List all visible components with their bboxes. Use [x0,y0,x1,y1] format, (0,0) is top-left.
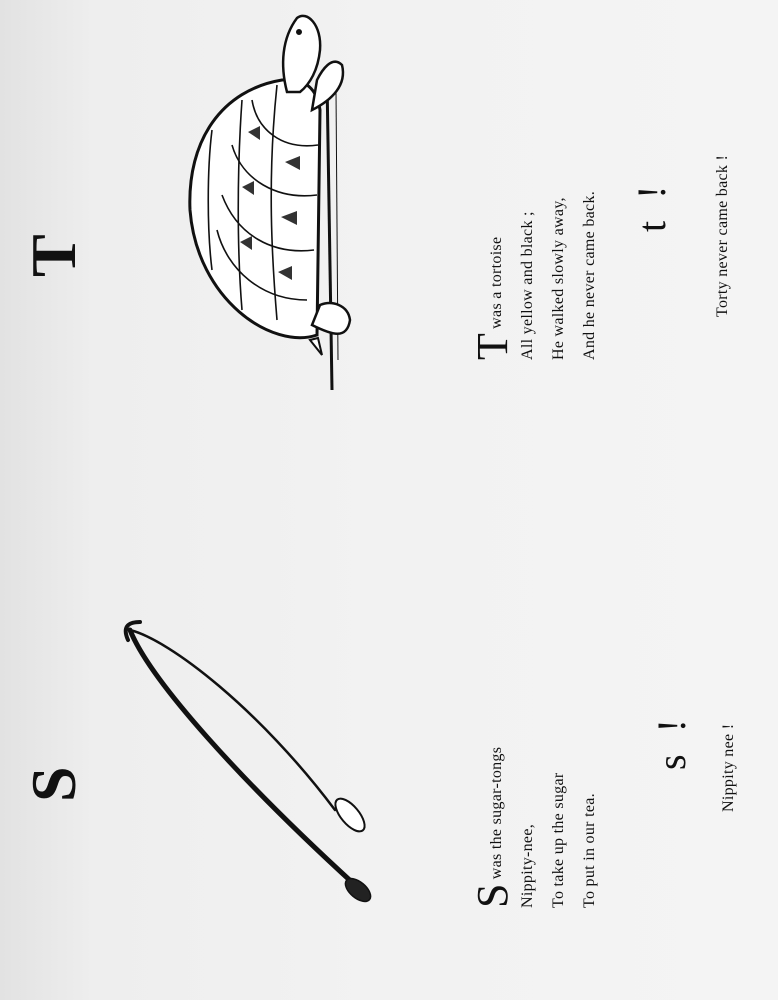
verse-t [468,190,605,360]
verse-t-initial: T [468,332,517,360]
sugar-tongs-icon [110,600,390,940]
verse-t-line-2: All yellow and black ; [519,211,536,360]
verse-t-line-4: And he never came back. [581,190,598,360]
letter-s-heading: S [18,766,89,802]
tortoise-icon [182,50,352,410]
refrain-s: Nippity nee ! [720,723,737,812]
exclamation-t: t ! [629,179,674,232]
verse-s [468,746,605,908]
verse-s-line-2: Nippity-nee, [519,823,536,908]
letter-t-heading: T [18,234,89,277]
verse-s-initial: S [468,883,517,908]
verse-s-line-4: To put in our tea. [581,793,598,908]
verse-s-line-1: Swas the sugar-tongs [468,746,517,908]
verse-t-line-3: He walked slowly away, [550,197,567,360]
verse-t-line-1: Twas a tortoise [468,236,517,360]
refrain-t: Torty never came back ! [714,154,731,317]
verse-s-line-3: To take up the sugar [550,772,567,908]
exclamation-s: s ! [649,713,694,770]
